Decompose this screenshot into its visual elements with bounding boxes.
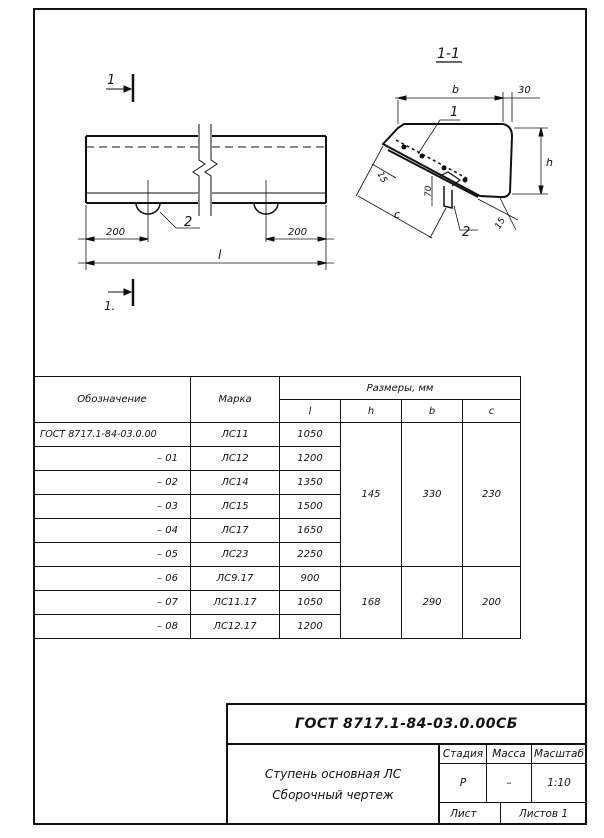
- section-label: 1-1: [437, 46, 460, 62]
- section-dim-70: 70: [424, 185, 434, 197]
- specification-table: [33, 376, 521, 639]
- row-l: 1200: [280, 615, 341, 639]
- section-dim-h: h: [546, 156, 553, 169]
- front-view: [78, 124, 334, 270]
- mass-value: –: [486, 763, 532, 803]
- document-code: ГОСТ 8717.1-84-03.0.00СБ: [228, 705, 585, 745]
- group2-c: 200: [463, 567, 521, 639]
- row-mark: ЛС15: [191, 495, 280, 519]
- document-name: [228, 745, 440, 825]
- section-dim-c: c: [394, 208, 401, 221]
- row-mark: ЛС12: [191, 447, 280, 471]
- row-designation: – 07: [34, 591, 191, 615]
- scale-value: 1:10: [531, 763, 587, 803]
- header-b: b: [402, 400, 463, 423]
- table-row: [34, 423, 521, 447]
- row-l: 1350: [280, 471, 341, 495]
- row-mark: ЛС11.17: [191, 591, 280, 615]
- row-l: 1200: [280, 447, 341, 471]
- section-leader-2: 2: [462, 225, 471, 240]
- header-dimensions: Размеры, мм: [280, 377, 521, 400]
- row-l: 1050: [280, 423, 341, 447]
- section-dim-15-left: 15: [374, 170, 389, 185]
- cut-mark-label-bottom: 1.: [104, 299, 116, 313]
- technical-drawing: [0, 0, 604, 380]
- row-l: 2250: [280, 543, 341, 567]
- row-designation: – 08: [34, 615, 191, 639]
- row-mark: ЛС11: [191, 423, 280, 447]
- group1-b: 330: [402, 423, 463, 567]
- cut-mark-label-top: 1: [107, 73, 116, 88]
- row-l: 900: [280, 567, 341, 591]
- row-designation: – 01: [34, 447, 191, 471]
- header-designation: Обозначение: [34, 377, 191, 423]
- group2-b: 290: [402, 567, 463, 639]
- row-l: 1500: [280, 495, 341, 519]
- dim-200-left: 200: [106, 227, 126, 238]
- section-dim-b: b: [452, 83, 459, 96]
- header-mark: Марка: [191, 377, 280, 423]
- sheets-label: Листов 1: [500, 802, 587, 825]
- section-dim-30: 30: [518, 85, 531, 96]
- row-l: 1050: [280, 591, 341, 615]
- row-mark: ЛС17: [191, 519, 280, 543]
- document-name-line1: Ступень основная ЛС: [264, 767, 402, 781]
- header-l: l: [280, 400, 341, 423]
- row-designation: – 03: [34, 495, 191, 519]
- header-c: c: [463, 400, 521, 423]
- stage-label: Стадия: [439, 744, 487, 764]
- group1-h: 145: [341, 423, 402, 567]
- dim-200-right: 200: [288, 227, 308, 238]
- mass-label: Масса: [486, 744, 532, 764]
- group1-c: 230: [463, 423, 521, 567]
- row-designation: – 02: [34, 471, 191, 495]
- section-leader-1: 1: [450, 105, 459, 120]
- leader-2-front: 2: [184, 215, 193, 230]
- dim-length-l: l: [218, 248, 222, 262]
- section-dim-15-bottom: 15: [493, 216, 508, 231]
- row-mark: ЛС23: [191, 543, 280, 567]
- row-designation: ГОСТ 8717.1-84-03.0.00: [34, 423, 191, 447]
- document-name-line2: Сборочный чертеж: [272, 788, 394, 802]
- row-mark: ЛС12.17: [191, 615, 280, 639]
- row-designation: – 05: [34, 543, 191, 567]
- row-l: 1650: [280, 519, 341, 543]
- table-row: [34, 567, 521, 591]
- group2-h: 168: [341, 567, 402, 639]
- scale-label: Масштаб: [531, 744, 587, 764]
- row-designation: – 06: [34, 567, 191, 591]
- stage-value: Р: [439, 763, 487, 803]
- title-block: [226, 703, 587, 825]
- header-h: h: [341, 400, 402, 423]
- row-mark: ЛС14: [191, 471, 280, 495]
- sheet-label: Лист: [439, 802, 501, 825]
- row-mark: ЛС9.17: [191, 567, 280, 591]
- row-designation: – 04: [34, 519, 191, 543]
